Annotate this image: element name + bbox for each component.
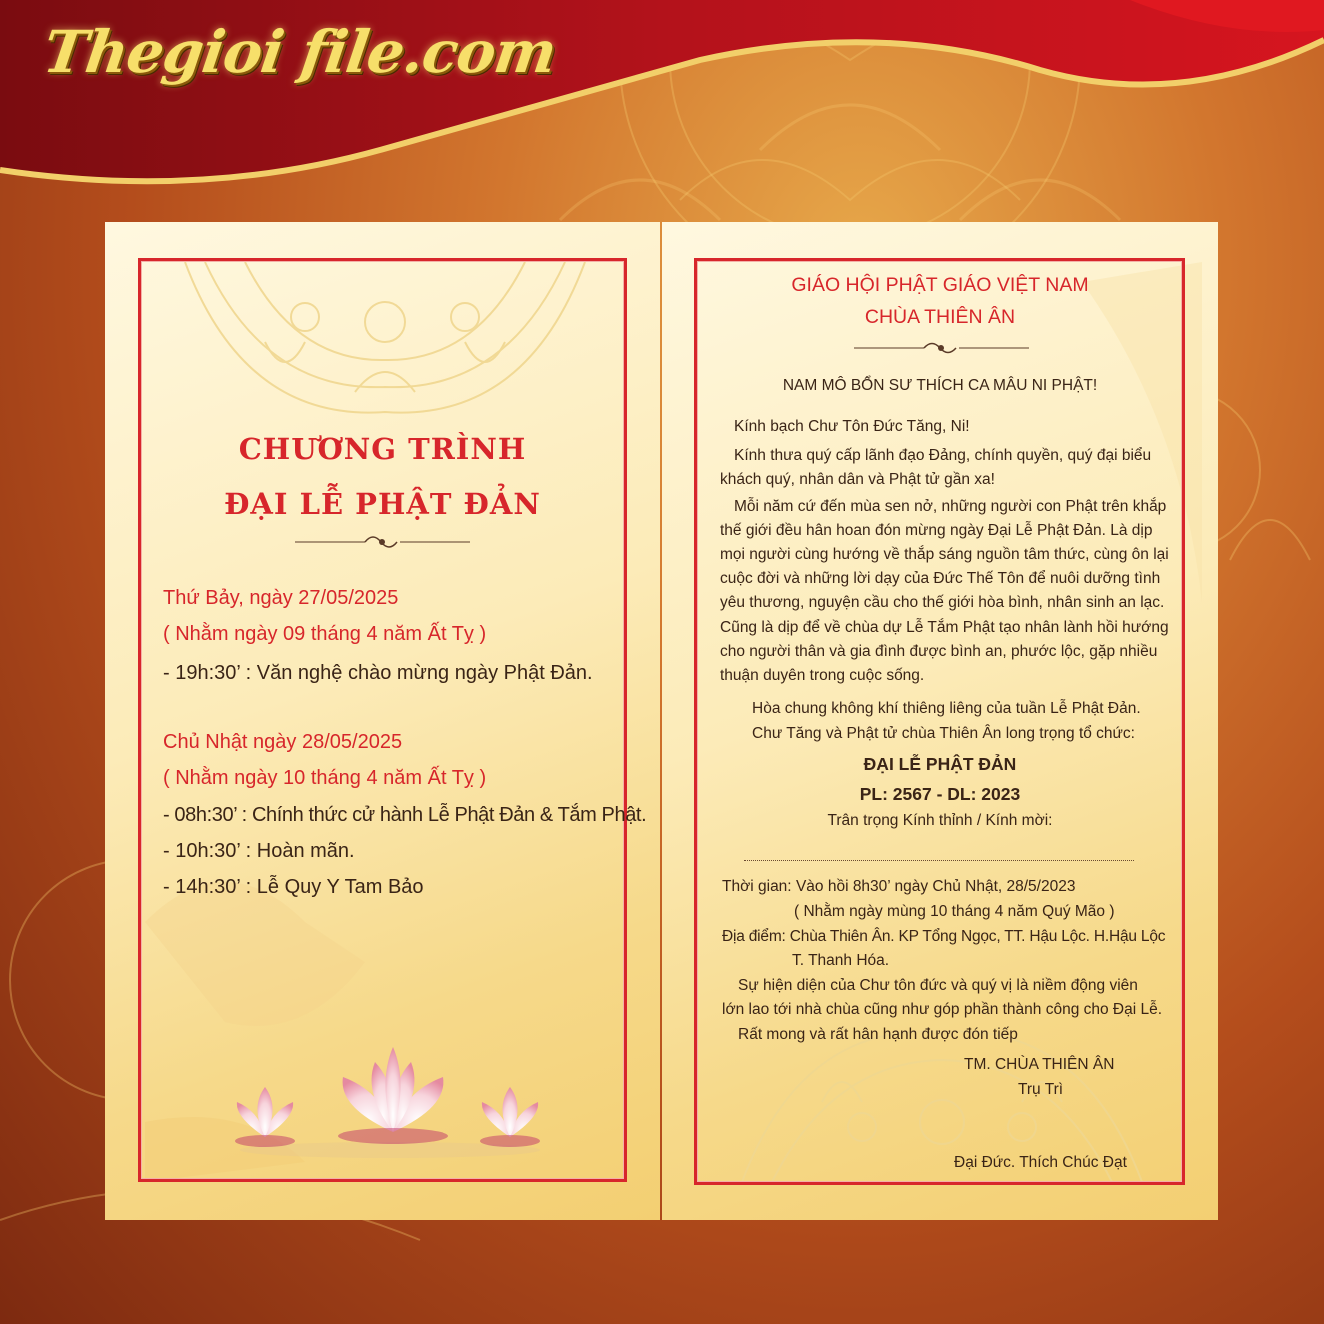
paragraph-line: Mỗi năm cứ đến mùa sen nở, những người con Phật trên khắp [734,498,1167,515]
signature-name: Đại Đức. Thích Chúc Đạt [954,1154,1127,1171]
day2-lunar: ( Nhằm ngày 10 tháng 4 năm Ất Tỵ ) [163,767,487,789]
paragraph-line: mọi người cùng hướng về thắp sáng nguồn tâm thức, cùng ôn lại [720,546,1169,563]
paragraph-line: yêu thương, nguyện cầu cho thế giới hòa bình, nhân sinh an lạc. [720,594,1165,611]
schedule-item: - 10h:30’ : Hoàn mãn. [163,840,355,862]
program-title: CHƯƠNG TRÌNH [238,432,527,466]
paragraph-line: thuận duyên trong cuộc sống. [720,667,925,684]
place-row [722,928,1165,946]
invite-line: Trân trọng Kính thỉnh / Kính mời: [827,812,1053,829]
event-years: PL: 2567 - DL: 2023 [859,784,1021,804]
ornamental-divider [295,532,470,552]
time-row [722,878,1075,896]
schedule-item: - 19h:30’ : Văn nghệ chào mừng ngày Phật Đản. [163,662,593,684]
time-value: Vào hồi 8h30’ ngày Chủ Nhật, 28/5/2023 [795,878,1076,895]
event-title: ĐẠI LỄ PHẬT ĐẢN [863,754,1017,774]
greeting: Kính bạch Chư Tôn Đức Tăng, Ni! [734,418,970,435]
time-label: Thời gian: [722,878,792,895]
paragraph-line: cho người thân và gia đình được bình an, phước lộc, gặp nhiều [720,643,1158,660]
lotus-flowers-image [225,1012,555,1162]
place-value-line2: T. Thanh Hóa. [792,952,890,969]
invitation-card [662,222,1218,1220]
day2-date: Chủ Nhật ngày 28/05/2025 [163,731,403,753]
program-card [105,222,660,1220]
paragraph-line: Kính thưa quý cấp lãnh đạo Đảng, chính quyền, quý đại biểu [734,447,1152,464]
site-logo: Thegioi file.com [39,18,560,86]
ornamental-divider [854,339,1029,357]
day1-date: Thứ Bảy, ngày 27/05/2025 [163,587,399,609]
day1-lunar: ( Nhằm ngày 09 tháng 4 năm Ất Tỵ ) [163,623,487,645]
closing-line: Rất mong và rất hân hạnh được đón tiếp [738,1026,1018,1043]
schedule-item: - 08h:30’ : Chính thức cử hành Lễ Phật Đản & Tắm Phật. [163,804,647,826]
guest-name-line [744,860,1134,861]
schedule-item: - 14h:30’ : Lễ Quy Y Tam Bảo [163,876,424,898]
place-value: Chùa Thiên Ân. KP Tổng Ngọc, TT. Hậu Lộc. H.Hậu Lộc [789,928,1166,945]
card-border [694,258,1185,1185]
paragraph-line: cuộc đời và những lời dạy của Đức Thế Tôn để nuôi dưỡng tình [720,570,1161,587]
signature-org: TM. CHÙA THIÊN ÂN [964,1056,1115,1073]
program-subtitle: ĐẠI LỄ PHẬT ĐẢN [224,487,541,521]
paragraph-line: Chư Tăng và Phật tử chùa Thiên Ân long trọng tổ chức: [752,725,1135,742]
paragraph-line: Cũng là dịp để về chùa dự Lễ Tắm Phật tạo nhân lành hồi hướng [720,619,1169,636]
signature-role: Trụ Trì [1018,1081,1064,1098]
paragraph-line: Hòa chung không khí thiêng liêng của tuần Lễ Phật Đản. [752,700,1141,717]
paragraph-line: khách quý, nhân dân và Phật tử gần xa! [720,471,995,488]
temple-name: CHÙA THIÊN ÂN [864,306,1016,328]
organization-name: GIÁO HỘI PHẬT GIÁO VIỆT NAM [791,274,1089,296]
time-lunar: ( Nhằm ngày mùng 10 tháng 4 năm Quý Mão ) [794,903,1115,920]
closing-line: Sự hiện diện của Chư tôn đức và quý vị là niềm động viên [738,977,1138,994]
invocation: NAM MÔ BỔN SƯ THÍCH CA MÂU NI PHẬT! [782,377,1098,394]
paragraph-line: thế giới đều hân hoan đón mừng ngày Đại Lễ Phật Đản. Là dịp [720,522,1153,539]
closing-line: lớn lao tới nhà chùa cũng như góp phần thành công cho Đại Lễ. [722,1001,1163,1018]
place-label: Địa điểm: [722,928,786,945]
